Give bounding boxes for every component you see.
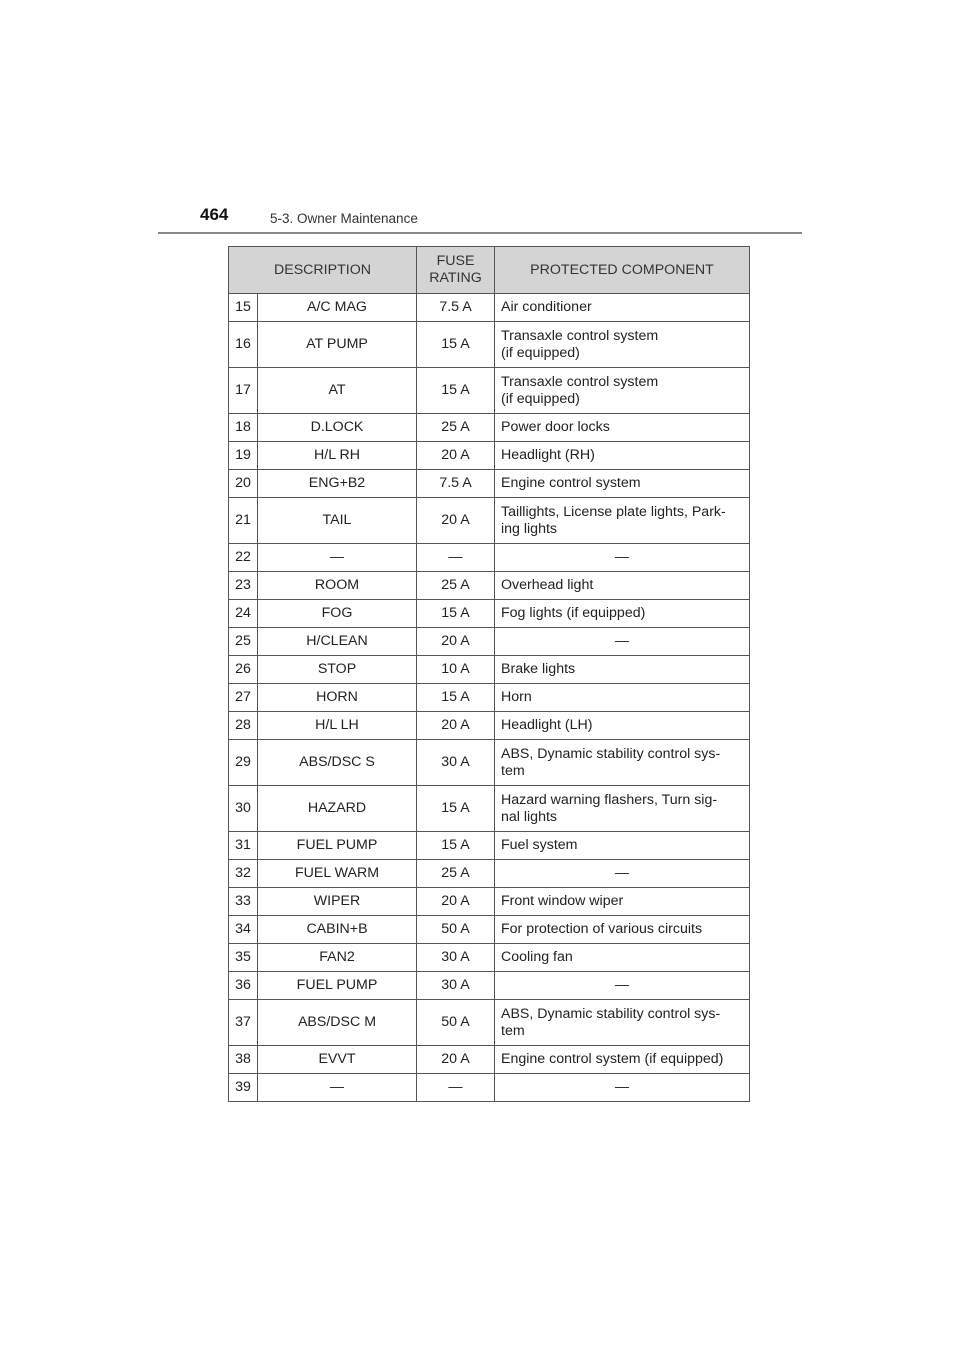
protected-component-cell — [495, 414, 750, 442]
fuse-number-cell: 29 — [229, 740, 258, 786]
protected-component-line: ABS, Dynamic stability control sys- — [501, 1005, 721, 1022]
protected-component-cell — [495, 600, 750, 628]
protected-component-line: Fuel system — [501, 837, 578, 853]
protected-component-line: For protection of various circuits — [501, 921, 703, 937]
protected-component-line: Headlight (RH) — [501, 447, 595, 463]
fuse-rating-cell: 7.5 A — [417, 294, 495, 322]
table-row — [229, 888, 750, 916]
fuse-number-cell: 18 — [229, 414, 258, 442]
protected-component-cell — [495, 684, 750, 712]
header-divider — [158, 232, 802, 234]
table-row — [229, 1074, 750, 1102]
fuse-rating-cell: 20 A — [417, 1046, 495, 1074]
fuse-number-cell: 33 — [229, 888, 258, 916]
fuse-rating-cell: 15 A — [417, 600, 495, 628]
protected-component-line: — — [614, 977, 630, 993]
protected-component-line: Brake lights — [501, 661, 576, 677]
fuse-number-cell: 27 — [229, 684, 258, 712]
fuse-description-cell: TAIL — [258, 498, 417, 544]
table-row — [229, 740, 750, 786]
fuse-rating-cell: 15 A — [417, 322, 495, 368]
table-row — [229, 1000, 750, 1046]
protected-component-line: tem — [501, 1022, 525, 1039]
protected-component-cell — [495, 322, 750, 368]
protected-component-line: Overhead light — [501, 577, 594, 593]
fuse-number-cell: 25 — [229, 628, 258, 656]
table-row — [229, 944, 750, 972]
fuse-number-cell: 23 — [229, 572, 258, 600]
column-header-fuse-rating — [417, 247, 495, 294]
fuse-rating-cell: 20 A — [417, 888, 495, 916]
table-row — [229, 294, 750, 322]
fuse-description-cell: HAZARD — [258, 786, 417, 832]
table-row — [229, 684, 750, 712]
fuse-description-cell: ABS/DSC S — [258, 740, 417, 786]
fuse-description-cell: — — [258, 1074, 417, 1102]
fuse-rating-cell: — — [417, 544, 495, 572]
protected-component-cell — [495, 1074, 750, 1102]
column-header-fuse-rating-line1: FUSE — [436, 253, 475, 269]
protected-component-line: ABS, Dynamic stability control sys- — [501, 745, 721, 762]
protected-component-cell — [495, 860, 750, 888]
protected-component-cell — [495, 368, 750, 414]
protected-component-cell — [495, 1000, 750, 1046]
fuse-number-cell: 37 — [229, 1000, 258, 1046]
fuse-description-cell: H/L RH — [258, 442, 417, 470]
fuse-description-cell: ENG+B2 — [258, 470, 417, 498]
fuse-number-cell: 16 — [229, 322, 258, 368]
fuse-number-cell: 39 — [229, 1074, 258, 1102]
fuse-rating-cell: 15 A — [417, 786, 495, 832]
protected-component-cell — [495, 1046, 750, 1074]
protected-component-line: Hazard warning flashers, Turn sig- — [501, 791, 718, 808]
protected-component-line: (if equipped) — [501, 390, 580, 407]
page-header — [158, 204, 802, 234]
protected-component-cell — [495, 498, 750, 544]
protected-component-cell — [495, 572, 750, 600]
table-row — [229, 544, 750, 572]
fuse-rating-cell: 10 A — [417, 656, 495, 684]
fuse-rating-cell: 15 A — [417, 368, 495, 414]
fuse-description-cell: ROOM — [258, 572, 417, 600]
fuse-number-cell: 34 — [229, 916, 258, 944]
table-row — [229, 600, 750, 628]
protected-component-cell — [495, 740, 750, 786]
fuse-number-cell: 20 — [229, 470, 258, 498]
table-row — [229, 972, 750, 1000]
protected-component-cell — [495, 470, 750, 498]
fuse-rating-cell: 30 A — [417, 944, 495, 972]
protected-component-line: Air conditioner — [501, 299, 592, 315]
fuse-description-cell: A/C MAG — [258, 294, 417, 322]
fuse-description-cell: ABS/DSC M — [258, 1000, 417, 1046]
fuse-rating-cell: — — [417, 1074, 495, 1102]
protected-component-line: Engine control system — [501, 475, 641, 491]
table-row — [229, 656, 750, 684]
protected-component-line: Engine control system (if equipped) — [501, 1051, 724, 1067]
fuse-rating-cell: 20 A — [417, 442, 495, 470]
fuse-description-cell: FAN2 — [258, 944, 417, 972]
table-row — [229, 916, 750, 944]
fuse-description-cell: AT PUMP — [258, 322, 417, 368]
protected-component-line: Transaxle control system — [501, 373, 659, 390]
fuse-description-cell: FUEL PUMP — [258, 832, 417, 860]
fuse-number-cell: 21 — [229, 498, 258, 544]
table-row — [229, 572, 750, 600]
fuse-rating-cell: 20 A — [417, 628, 495, 656]
fuse-number-cell: 38 — [229, 1046, 258, 1074]
column-header-protected-component: PROTECTED COMPONENT — [495, 247, 750, 294]
protected-component-cell — [495, 916, 750, 944]
fuse-description-cell: HORN — [258, 684, 417, 712]
fuse-rating-cell: 20 A — [417, 712, 495, 740]
table-row — [229, 470, 750, 498]
protected-component-line: Cooling fan — [501, 949, 573, 965]
protected-component-line: — — [614, 865, 630, 881]
protected-component-line: — — [614, 549, 630, 565]
fuse-rating-cell: 50 A — [417, 916, 495, 944]
fuse-number-cell: 35 — [229, 944, 258, 972]
fuse-rating-cell: 50 A — [417, 1000, 495, 1046]
table-row — [229, 860, 750, 888]
table-row — [229, 628, 750, 656]
protected-component-line: — — [614, 633, 630, 649]
fuse-description-cell: FUEL PUMP — [258, 972, 417, 1000]
fuse-description-cell: FOG — [258, 600, 417, 628]
table-row — [229, 442, 750, 470]
protected-component-cell — [495, 628, 750, 656]
protected-component-line: Transaxle control system — [501, 327, 659, 344]
table-row — [229, 322, 750, 368]
fuse-description-cell: EVVT — [258, 1046, 417, 1074]
protected-component-cell — [495, 712, 750, 740]
fuse-description-cell: AT — [258, 368, 417, 414]
protected-component-line: Power door locks — [501, 419, 610, 435]
fuse-rating-cell: 30 A — [417, 740, 495, 786]
protected-component-cell — [495, 786, 750, 832]
protected-component-cell — [495, 888, 750, 916]
fuse-rating-cell: 25 A — [417, 414, 495, 442]
fuse-number-cell: 36 — [229, 972, 258, 1000]
protected-component-line: tem — [501, 762, 525, 779]
table-body — [229, 294, 750, 1102]
fuse-number-cell: 30 — [229, 786, 258, 832]
fuse-rating-cell: 20 A — [417, 498, 495, 544]
fuse-rating-cell: 30 A — [417, 972, 495, 1000]
protected-component-cell — [495, 832, 750, 860]
table-row — [229, 786, 750, 832]
fuse-number-cell: 19 — [229, 442, 258, 470]
fuse-description-cell: H/CLEAN — [258, 628, 417, 656]
fuse-description-cell: H/L LH — [258, 712, 417, 740]
fuse-number-cell: 26 — [229, 656, 258, 684]
protected-component-cell — [495, 972, 750, 1000]
fuse-description-cell: D.LOCK — [258, 414, 417, 442]
fuse-rating-cell: 25 A — [417, 860, 495, 888]
fuse-number-cell: 15 — [229, 294, 258, 322]
table-header-row — [229, 247, 750, 294]
protected-component-cell — [495, 944, 750, 972]
protected-component-line: Horn — [501, 689, 532, 705]
protected-component-line: Headlight (LH) — [501, 717, 593, 733]
fuse-number-cell: 31 — [229, 832, 258, 860]
protected-component-cell — [495, 544, 750, 572]
fuse-rating-cell: 15 A — [417, 832, 495, 860]
protected-component-line: ing lights — [501, 520, 557, 537]
table-row — [229, 498, 750, 544]
fuse-number-cell: 28 — [229, 712, 258, 740]
column-header-fuse-rating-line2: RATING — [429, 270, 482, 286]
fuse-number-cell: 17 — [229, 368, 258, 414]
protected-component-cell — [495, 656, 750, 684]
protected-component-line: (if equipped) — [501, 344, 580, 361]
fuse-description-cell: — — [258, 544, 417, 572]
table-row — [229, 414, 750, 442]
table-row — [229, 1046, 750, 1074]
table-row — [229, 712, 750, 740]
protected-component-line: Front window wiper — [501, 893, 624, 909]
protected-component-cell — [495, 442, 750, 470]
fuse-rating-cell: 15 A — [417, 684, 495, 712]
section-title: 5-3. Owner Maintenance — [270, 211, 418, 226]
fuse-table — [228, 246, 750, 1102]
fuse-description-cell: CABIN+B — [258, 916, 417, 944]
protected-component-line: nal lights — [501, 808, 557, 825]
fuse-number-cell: 22 — [229, 544, 258, 572]
fuse-rating-cell: 7.5 A — [417, 470, 495, 498]
fuse-rating-cell: 25 A — [417, 572, 495, 600]
fuse-description-cell: STOP — [258, 656, 417, 684]
page-number: 464 — [200, 205, 229, 224]
table-row — [229, 368, 750, 414]
fuse-number-cell: 32 — [229, 860, 258, 888]
fuse-number-cell: 24 — [229, 600, 258, 628]
protected-component-cell — [495, 294, 750, 322]
fuse-description-cell: WIPER — [258, 888, 417, 916]
protected-component-line: — — [614, 1079, 630, 1095]
column-header-description: DESCRIPTION — [229, 247, 417, 294]
protected-component-line: Fog lights (if equipped) — [501, 605, 646, 621]
protected-component-line: Taillights, License plate lights, Park- — [501, 503, 726, 520]
table-row — [229, 832, 750, 860]
fuse-description-cell: FUEL WARM — [258, 860, 417, 888]
